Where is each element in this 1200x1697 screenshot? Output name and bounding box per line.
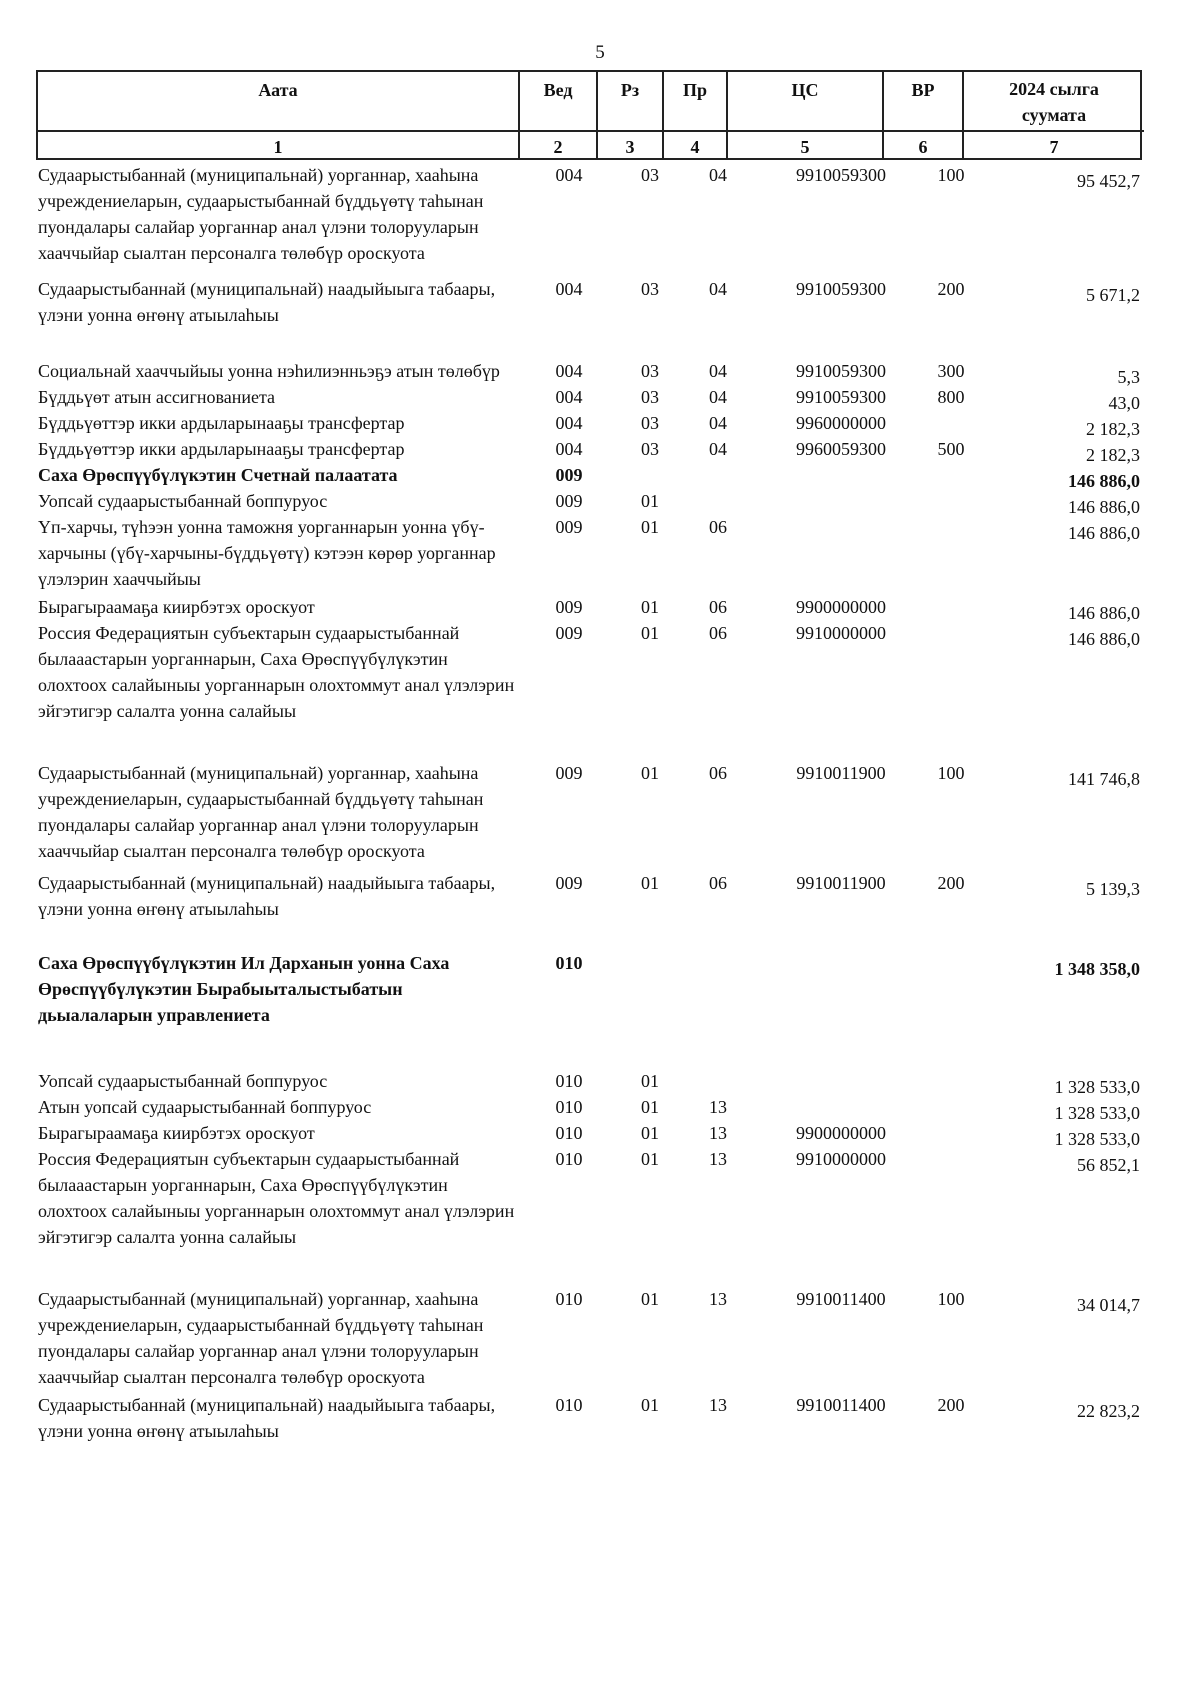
header-col-1 bbox=[38, 72, 518, 158]
row-pr: 13 bbox=[709, 1097, 727, 1117]
row-rz: 01 bbox=[641, 1071, 659, 1091]
row-name: Уопсай судаарыстыбаннай боппуруос bbox=[38, 491, 328, 511]
table-row bbox=[36, 410, 1142, 439]
table-row-section bbox=[36, 950, 1142, 1028]
header-col-7 bbox=[962, 72, 1144, 158]
row-name: Судаарыстыбаннай (муниципальнай) наадыйыыга табаары, үлэни уонна өҥөнү атыылаһыы bbox=[38, 873, 496, 919]
header-col-6 bbox=[882, 72, 962, 158]
row-sum: 1 328 533,0 bbox=[1054, 1103, 1140, 1123]
row-ved: 010 bbox=[555, 1123, 583, 1143]
row-sum: 146 886,0 bbox=[1068, 523, 1140, 543]
row-ved: 009 bbox=[555, 517, 583, 537]
table-row bbox=[36, 1068, 1142, 1097]
row-name: Судаарыстыбаннай (муниципальнай) уорганнар, хааһына учреждениеларын, судаарыстыбаннай бүддьүөтү таһынан пуондалары салайар уорганнар анал үлэни толорууларын хааччыйар сыалтан персоналга төлөбүр ороскуота bbox=[38, 1289, 484, 1387]
row-sum: 1 328 533,0 bbox=[1054, 1077, 1140, 1097]
row-name: Судаарыстыбаннай (муниципальнай) наадыйыыга табаары, үлэни уонна өҥөнү атыылаһыы bbox=[38, 279, 496, 325]
header-title-name: Аата bbox=[258, 80, 298, 100]
row-sum: 22 823,2 bbox=[1077, 1401, 1140, 1421]
row-cs: 9910011400 bbox=[796, 1289, 886, 1309]
row-name: Судаарыстыбаннай (муниципальнай) наадыйыыга табаары, үлэни уонна өҥөнү атыылаһыы bbox=[38, 1395, 496, 1441]
header-num-5: 5 bbox=[728, 130, 882, 162]
row-pr: 06 bbox=[709, 873, 727, 893]
header-col-5 bbox=[726, 72, 882, 158]
row-vr: 500 bbox=[937, 439, 965, 459]
header-num-3: 3 bbox=[598, 130, 662, 162]
row-cs: 9910059300 bbox=[796, 387, 886, 407]
row-pr: 13 bbox=[709, 1395, 727, 1415]
row-name: Судаарыстыбаннай (муниципальнай) уорганнар, хааһына учреждениеларын, судаарыстыбаннай бүддьүөтү таһынан пуондалары салайар уорганнар анал үлэни толорууларын хааччыйар сыалтан персоналга төлөбүр ороскуота bbox=[38, 165, 484, 263]
row-cs: 9910011900 bbox=[796, 873, 886, 893]
row-sum: 1 348 358,0 bbox=[1054, 959, 1140, 979]
row-pr: 13 bbox=[709, 1149, 727, 1169]
row-name: Бүддьүөт атын ассигнованиета bbox=[38, 387, 276, 407]
row-vr: 200 bbox=[937, 873, 965, 893]
row-rz: 01 bbox=[641, 1097, 659, 1117]
row-name: Атын уопсай судаарыстыбаннай боппуруос bbox=[38, 1097, 372, 1117]
row-ved: 009 bbox=[555, 491, 583, 511]
header-title-ved: Вед bbox=[543, 80, 573, 100]
header-num-1: 1 bbox=[38, 130, 518, 162]
row-ved: 009 bbox=[555, 597, 583, 617]
row-pr: 13 bbox=[709, 1289, 727, 1309]
row-cs: 9910011400 bbox=[796, 1395, 886, 1415]
row-cs: 9960059300 bbox=[796, 439, 886, 459]
row-name: Уопсай судаарыстыбаннай боппуруос bbox=[38, 1071, 328, 1091]
row-name: Бырагыраамаҕа киирбэтэх ороскуот bbox=[38, 597, 315, 617]
row-pr: 13 bbox=[709, 1123, 727, 1143]
row-cs: 9910059300 bbox=[796, 279, 886, 299]
header-num-7: 7 bbox=[964, 130, 1144, 162]
row-sum: 141 746,8 bbox=[1068, 769, 1140, 789]
table-header bbox=[36, 70, 1142, 160]
row-name: Бырагыраамаҕа киирбэтэх ороскуот bbox=[38, 1123, 315, 1143]
page-number: 5 bbox=[595, 42, 605, 63]
row-name: Судаарыстыбаннай (муниципальнай) уорганнар, хааһына учреждениеларын, судаарыстыбаннай бүддьүөтү таһынан пуондалары салайар уорганнар анал үлэни толорууларын хааччыйар сыалтан персоналга төлөбүр ороскуота bbox=[38, 763, 484, 861]
row-pr: 04 bbox=[709, 439, 727, 459]
table-row bbox=[36, 1392, 1142, 1444]
row-vr: 100 bbox=[937, 165, 965, 185]
row-vr: 100 bbox=[937, 1289, 965, 1309]
table-row bbox=[36, 436, 1142, 465]
row-rz: 03 bbox=[641, 413, 659, 433]
header-title-sum: 2024 сылга суумата bbox=[1009, 79, 1099, 125]
row-sum: 56 852,1 bbox=[1077, 1155, 1140, 1175]
row-name: Россия Федерациятын субъектарын судаарыстыбаннай былааастарын уорганнарын, Саха Өрөспүүбүлүкэтин олохтоох салайыныы уорганнарын олохтоммут анал үлэлэрин эйгэтигэр салалта уонна салайыы bbox=[38, 623, 515, 721]
row-rz: 01 bbox=[641, 1149, 659, 1169]
row-sum: 43,0 bbox=[1108, 393, 1140, 413]
row-pr: 04 bbox=[709, 165, 727, 185]
row-sum: 146 886,0 bbox=[1068, 603, 1140, 623]
row-rz: 01 bbox=[641, 763, 659, 783]
row-pr: 06 bbox=[709, 763, 727, 783]
row-ved: 009 bbox=[555, 763, 583, 783]
row-sum: 2 182,3 bbox=[1086, 419, 1140, 439]
row-vr: 100 bbox=[937, 763, 965, 783]
table-body bbox=[36, 162, 1142, 1444]
row-name: Бүддьүөттэр икки ардыларынааҕы трансфертар bbox=[38, 413, 405, 433]
header-title-vr: ВР bbox=[911, 80, 935, 100]
header-col-4 bbox=[662, 72, 726, 158]
row-cs: 9910059300 bbox=[796, 165, 886, 185]
row-pr: 06 bbox=[709, 597, 727, 617]
row-pr: 04 bbox=[709, 387, 727, 407]
table-row bbox=[36, 760, 1142, 864]
row-rz: 01 bbox=[641, 517, 659, 537]
row-ved: 010 bbox=[555, 1149, 583, 1169]
row-rz: 03 bbox=[641, 439, 659, 459]
row-rz: 03 bbox=[641, 279, 659, 299]
row-vr: 300 bbox=[937, 361, 965, 381]
row-pr: 04 bbox=[709, 361, 727, 381]
row-vr: 800 bbox=[937, 387, 965, 407]
row-pr: 06 bbox=[709, 517, 727, 537]
row-ved: 009 bbox=[555, 623, 583, 643]
row-cs: 9910000000 bbox=[796, 623, 886, 643]
row-pr: 04 bbox=[709, 413, 727, 433]
row-pr: 04 bbox=[709, 279, 727, 299]
table-row bbox=[36, 594, 1142, 623]
row-cs: 9900000000 bbox=[796, 597, 886, 617]
row-ved: 004 bbox=[555, 439, 583, 459]
row-ved: 010 bbox=[555, 953, 583, 973]
header-col-2 bbox=[518, 72, 596, 158]
row-name: Саха Өрөспүүбүлүкэтин Ил Дарханын уонна Саха Өрөспүүбүлүкэтин Бырабыыталыстыбатын дьыалаларын управлениета bbox=[38, 953, 450, 1025]
table-row bbox=[36, 620, 1142, 724]
header-num-6: 6 bbox=[884, 130, 962, 162]
row-ved: 004 bbox=[555, 361, 583, 381]
row-ved: 004 bbox=[555, 387, 583, 407]
row-ved: 010 bbox=[555, 1097, 583, 1117]
row-name: Үп-харчы, түһээн уонна таможня уорганнарын уонна үбү-харчыны (үбү-харчыны-бүддьүөтү) кэтээн көрөр уорганнар үлэлэрин хааччыйыы bbox=[38, 517, 496, 589]
header-num-2: 2 bbox=[520, 130, 596, 162]
table-row bbox=[36, 384, 1142, 413]
table-row-section bbox=[36, 462, 1142, 491]
header-col-3 bbox=[596, 72, 662, 158]
row-sum: 95 452,7 bbox=[1077, 171, 1140, 191]
table-row bbox=[36, 358, 1142, 387]
row-sum: 146 886,0 bbox=[1068, 629, 1140, 649]
row-ved: 004 bbox=[555, 279, 583, 299]
row-rz: 01 bbox=[641, 597, 659, 617]
table-row bbox=[36, 870, 1142, 922]
row-rz: 01 bbox=[641, 1395, 659, 1415]
table-row bbox=[36, 488, 1142, 517]
row-ved: 009 bbox=[555, 465, 583, 485]
row-cs: 9910011900 bbox=[796, 763, 886, 783]
table-row bbox=[36, 276, 1142, 328]
table-row bbox=[36, 514, 1142, 592]
row-sum: 146 886,0 bbox=[1068, 497, 1140, 517]
row-ved: 004 bbox=[555, 413, 583, 433]
row-sum: 5 139,3 bbox=[1086, 879, 1140, 899]
row-sum: 34 014,7 bbox=[1077, 1295, 1140, 1315]
row-vr: 200 bbox=[937, 279, 965, 299]
row-rz: 01 bbox=[641, 1289, 659, 1309]
row-rz: 03 bbox=[641, 361, 659, 381]
header-title-pr: Пр bbox=[682, 80, 707, 100]
row-name: Саха Өрөспүүбүлүкэтин Счетнай палаатата bbox=[38, 465, 398, 485]
row-cs: 9910059300 bbox=[796, 361, 886, 381]
row-sum: 5,3 bbox=[1117, 367, 1140, 387]
header-title-cs: ЦС bbox=[791, 80, 819, 100]
row-rz: 01 bbox=[641, 1123, 659, 1143]
row-name: Бүддьүөттэр икки ардыларынааҕы трансфертар bbox=[38, 439, 405, 459]
row-sum: 5 671,2 bbox=[1086, 285, 1140, 305]
table-row bbox=[36, 1094, 1142, 1123]
row-rz: 03 bbox=[641, 387, 659, 407]
row-sum: 1 328 533,0 bbox=[1054, 1129, 1140, 1149]
row-name: Россия Федерациятын субъектарын судаарыстыбаннай былааастарын уорганнарын, Саха Өрөспүүбүлүкэтин олохтоох салайыныы уорганнарын олохтоммут анал үлэлэрин эйгэтигэр салалта уонна салайыы bbox=[38, 1149, 515, 1247]
header-title-rz: Рз bbox=[620, 80, 640, 100]
table-row bbox=[36, 1120, 1142, 1149]
row-cs: 9910000000 bbox=[796, 1149, 886, 1169]
row-ved: 004 bbox=[555, 165, 583, 185]
row-sum: 2 182,3 bbox=[1086, 445, 1140, 465]
header-num-4: 4 bbox=[664, 130, 726, 162]
row-pr: 06 bbox=[709, 623, 727, 643]
row-ved: 009 bbox=[555, 873, 583, 893]
row-cs: 9960000000 bbox=[796, 413, 886, 433]
row-ved: 010 bbox=[555, 1289, 583, 1309]
row-rz: 01 bbox=[641, 873, 659, 893]
row-rz: 01 bbox=[641, 623, 659, 643]
row-rz: 01 bbox=[641, 491, 659, 511]
budget-table bbox=[36, 70, 1142, 1444]
table-row bbox=[36, 162, 1142, 266]
row-cs: 9900000000 bbox=[796, 1123, 886, 1143]
row-rz: 03 bbox=[641, 165, 659, 185]
row-vr: 200 bbox=[937, 1395, 965, 1415]
row-name: Социальнай хааччыйыы уонна нэһилиэнньэҕэ атын төлөбүр bbox=[38, 361, 500, 381]
row-ved: 010 bbox=[555, 1071, 583, 1091]
row-ved: 010 bbox=[555, 1395, 583, 1415]
table-row bbox=[36, 1146, 1142, 1250]
row-sum: 146 886,0 bbox=[1068, 471, 1140, 491]
table-row bbox=[36, 1286, 1142, 1390]
